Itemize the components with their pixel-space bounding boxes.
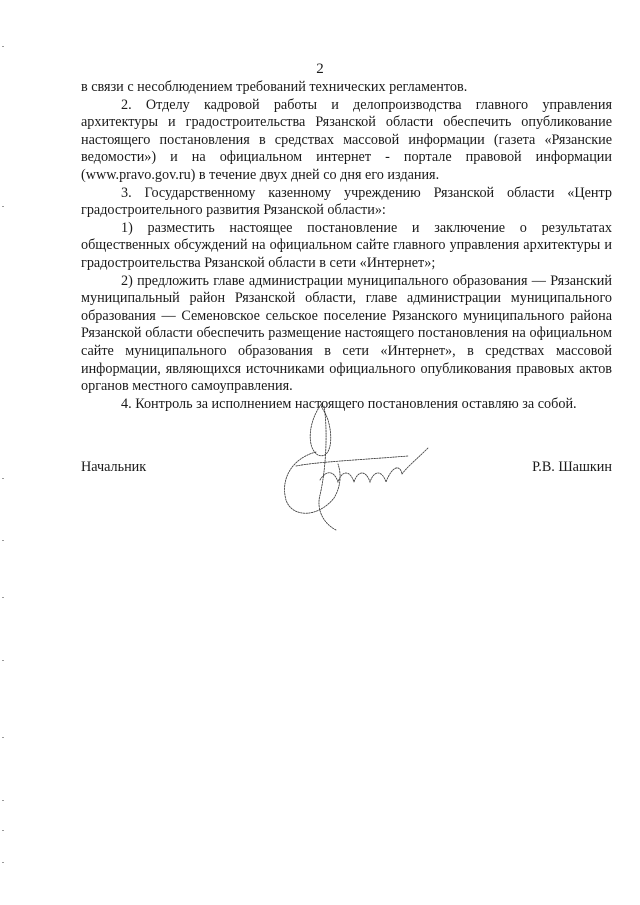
page-number: 2 <box>316 61 324 77</box>
handwritten-signature <box>268 400 436 535</box>
document-body <box>81 79 612 413</box>
paragraph-item-2: 2. Отделу кадровой работы и делопроизводства главного управления архитектуры и градостроительства Рязанской области обеспечить опубликование настоящего постановления в средствах массовой информации (газета «Рязанские ведомости») и на официальном интернет - портале правовой информации (www.pravo.gov.ru) в течение двух дней со дня его издания. <box>81 96 612 183</box>
paragraph-subitem-2: 2) предложить главе администрации муниципального образования — Рязанский муниципальный район Рязанской области, главе администрации муниципального образования — Семеновское сельское поселение Рязанского муниципального района Рязанской области обеспечить размещение настоящего постановления на официальном сайте муниципального образования в сети «Интернет», в средствах массовой информации, являющихся источниками официального опубликования правовых актов органов местного самоуправления. <box>81 272 612 395</box>
paragraph-item-4: 4. Контроль за исполнением настоящего постановления оставляю за собой. <box>121 395 577 412</box>
paragraph-continuation: в связи с несоблюдением требований технических регламентов. <box>81 79 468 95</box>
paragraph-subitem-1: 1) разместить настоящее постановление и заключение о результатах общественных обсуждений на официальном сайте главного управления архитектуры и градостроительства Рязанской области в сети «Интернет»; <box>81 219 612 271</box>
paragraph-item-3: 3. Государственному казенному учреждению Рязанской области «Центр градостроительного развития Рязанской области»: <box>81 184 612 219</box>
signatory-name: Р.В. Шашкин <box>532 459 612 475</box>
position-title: Начальник <box>81 459 147 475</box>
scan-edge-marks <box>0 0 8 905</box>
